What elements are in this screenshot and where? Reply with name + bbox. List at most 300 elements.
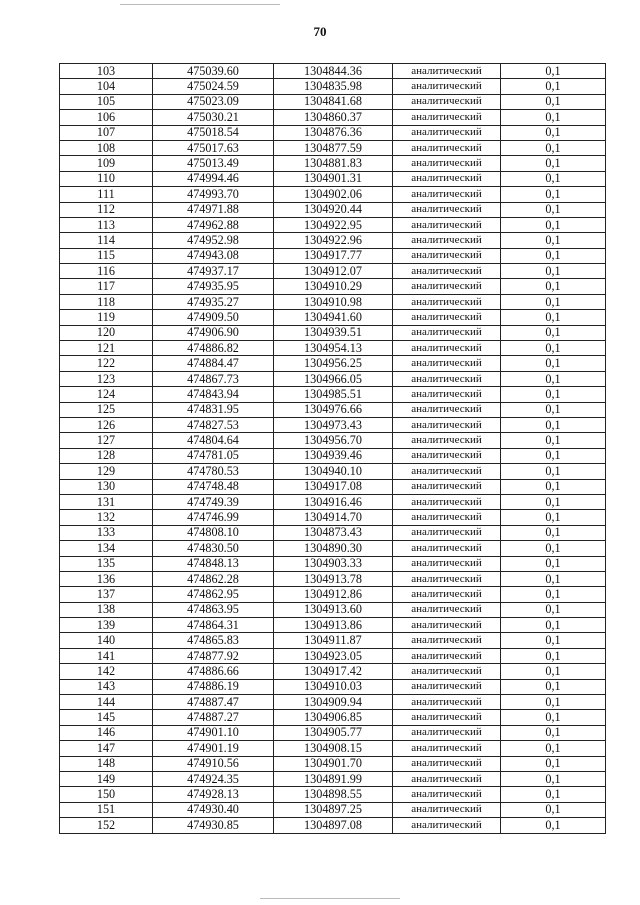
method-cell: аналитический	[393, 264, 501, 279]
accuracy-cell: 0,1	[501, 310, 606, 325]
point-number-cell: 118	[60, 294, 153, 309]
table-row	[60, 525, 606, 540]
x-coordinate-cell: 474924.35	[153, 771, 274, 786]
point-number-cell: 105	[60, 94, 153, 109]
coordinates-table-body	[60, 64, 606, 834]
x-coordinate-cell: 474749.39	[153, 494, 274, 509]
y-coordinate-cell: 1304917.42	[274, 664, 393, 679]
x-coordinate-cell: 474827.53	[153, 417, 274, 432]
point-number-cell: 138	[60, 602, 153, 617]
accuracy-cell: 0,1	[501, 110, 606, 125]
y-coordinate-cell: 1304910.98	[274, 294, 393, 309]
accuracy-cell: 0,1	[501, 633, 606, 648]
y-coordinate-cell: 1304835.98	[274, 79, 393, 94]
table-row	[60, 294, 606, 309]
y-coordinate-cell: 1304985.51	[274, 387, 393, 402]
table-row	[60, 325, 606, 340]
accuracy-cell: 0,1	[501, 679, 606, 694]
table-row	[60, 387, 606, 402]
x-coordinate-cell: 474886.19	[153, 679, 274, 694]
method-cell: аналитический	[393, 402, 501, 417]
table-row	[60, 587, 606, 602]
method-cell: аналитический	[393, 325, 501, 340]
table-row	[60, 510, 606, 525]
table-row	[60, 479, 606, 494]
y-coordinate-cell: 1304908.15	[274, 741, 393, 756]
table-row	[60, 571, 606, 586]
accuracy-cell: 0,1	[501, 248, 606, 263]
accuracy-cell: 0,1	[501, 417, 606, 432]
x-coordinate-cell: 474804.64	[153, 433, 274, 448]
accuracy-cell: 0,1	[501, 64, 606, 79]
point-number-cell: 130	[60, 479, 153, 494]
table-row	[60, 356, 606, 371]
point-number-cell: 112	[60, 202, 153, 217]
point-number-cell: 124	[60, 387, 153, 402]
accuracy-cell: 0,1	[501, 479, 606, 494]
x-coordinate-cell: 474746.99	[153, 510, 274, 525]
x-coordinate-cell: 474748.48	[153, 479, 274, 494]
x-coordinate-cell: 474886.82	[153, 341, 274, 356]
x-coordinate-cell: 474865.83	[153, 633, 274, 648]
method-cell: аналитический	[393, 587, 501, 602]
x-coordinate-cell: 474877.92	[153, 648, 274, 663]
y-coordinate-cell: 1304903.33	[274, 556, 393, 571]
method-cell: аналитический	[393, 341, 501, 356]
point-number-cell: 141	[60, 648, 153, 663]
method-cell: аналитический	[393, 433, 501, 448]
table-row	[60, 110, 606, 125]
table-row	[60, 710, 606, 725]
y-coordinate-cell: 1304901.31	[274, 171, 393, 186]
method-cell: аналитический	[393, 464, 501, 479]
point-number-cell: 126	[60, 417, 153, 432]
x-coordinate-cell: 474808.10	[153, 525, 274, 540]
accuracy-cell: 0,1	[501, 279, 606, 294]
y-coordinate-cell: 1304844.36	[274, 64, 393, 79]
point-number-cell: 149	[60, 771, 153, 786]
table-row	[60, 217, 606, 232]
method-cell: аналитический	[393, 417, 501, 432]
table-row	[60, 725, 606, 740]
method-cell: аналитический	[393, 571, 501, 586]
point-number-cell: 150	[60, 787, 153, 802]
x-coordinate-cell: 474935.27	[153, 294, 274, 309]
table-row	[60, 417, 606, 432]
table-row	[60, 464, 606, 479]
accuracy-cell: 0,1	[501, 264, 606, 279]
method-cell: аналитический	[393, 756, 501, 771]
point-number-cell: 132	[60, 510, 153, 525]
accuracy-cell: 0,1	[501, 525, 606, 540]
x-coordinate-cell: 474971.88	[153, 202, 274, 217]
accuracy-cell: 0,1	[501, 433, 606, 448]
x-coordinate-cell: 474781.05	[153, 448, 274, 463]
x-coordinate-cell: 475039.60	[153, 64, 274, 79]
accuracy-cell: 0,1	[501, 464, 606, 479]
method-cell: аналитический	[393, 310, 501, 325]
x-coordinate-cell: 474863.95	[153, 602, 274, 617]
accuracy-cell: 0,1	[501, 602, 606, 617]
x-coordinate-cell: 474901.19	[153, 741, 274, 756]
method-cell: аналитический	[393, 787, 501, 802]
y-coordinate-cell: 1304922.95	[274, 217, 393, 232]
x-coordinate-cell: 474935.95	[153, 279, 274, 294]
table-row	[60, 187, 606, 202]
accuracy-cell: 0,1	[501, 356, 606, 371]
method-cell: аналитический	[393, 541, 501, 556]
accuracy-cell: 0,1	[501, 710, 606, 725]
accuracy-cell: 0,1	[501, 741, 606, 756]
point-number-cell: 111	[60, 187, 153, 202]
y-coordinate-cell: 1304966.05	[274, 371, 393, 386]
table-row	[60, 64, 606, 79]
point-number-cell: 128	[60, 448, 153, 463]
accuracy-cell: 0,1	[501, 802, 606, 817]
table-row	[60, 310, 606, 325]
table-row	[60, 541, 606, 556]
point-number-cell: 127	[60, 433, 153, 448]
y-coordinate-cell: 1304973.43	[274, 417, 393, 432]
method-cell: аналитический	[393, 110, 501, 125]
bottom-scan-rule	[260, 898, 400, 899]
method-cell: аналитический	[393, 371, 501, 386]
method-cell: аналитический	[393, 525, 501, 540]
y-coordinate-cell: 1304905.77	[274, 725, 393, 740]
x-coordinate-cell: 474830.50	[153, 541, 274, 556]
y-coordinate-cell: 1304940.10	[274, 464, 393, 479]
point-number-cell: 117	[60, 279, 153, 294]
table-row	[60, 787, 606, 802]
y-coordinate-cell: 1304877.59	[274, 140, 393, 155]
accuracy-cell: 0,1	[501, 771, 606, 786]
method-cell: аналитический	[393, 202, 501, 217]
x-coordinate-cell: 475018.54	[153, 125, 274, 140]
x-coordinate-cell: 474928.13	[153, 787, 274, 802]
point-number-cell: 107	[60, 125, 153, 140]
table-row	[60, 756, 606, 771]
accuracy-cell: 0,1	[501, 217, 606, 232]
method-cell: аналитический	[393, 664, 501, 679]
accuracy-cell: 0,1	[501, 695, 606, 710]
point-number-cell: 140	[60, 633, 153, 648]
accuracy-cell: 0,1	[501, 571, 606, 586]
table-row	[60, 371, 606, 386]
x-coordinate-cell: 474886.66	[153, 664, 274, 679]
y-coordinate-cell: 1304910.29	[274, 279, 393, 294]
table-row	[60, 279, 606, 294]
accuracy-cell: 0,1	[501, 187, 606, 202]
x-coordinate-cell: 474952.98	[153, 233, 274, 248]
point-number-cell: 119	[60, 310, 153, 325]
method-cell: аналитический	[393, 140, 501, 155]
method-cell: аналитический	[393, 448, 501, 463]
y-coordinate-cell: 1304902.06	[274, 187, 393, 202]
x-coordinate-cell: 474937.17	[153, 264, 274, 279]
method-cell: аналитический	[393, 602, 501, 617]
point-number-cell: 135	[60, 556, 153, 571]
method-cell: аналитический	[393, 802, 501, 817]
table-row	[60, 156, 606, 171]
accuracy-cell: 0,1	[501, 618, 606, 633]
y-coordinate-cell: 1304913.60	[274, 602, 393, 617]
point-number-cell: 121	[60, 341, 153, 356]
point-number-cell: 136	[60, 571, 153, 586]
point-number-cell: 125	[60, 402, 153, 417]
y-coordinate-cell: 1304897.25	[274, 802, 393, 817]
table-row	[60, 171, 606, 186]
table-row	[60, 664, 606, 679]
table-row	[60, 125, 606, 140]
table-row	[60, 402, 606, 417]
method-cell: аналитический	[393, 187, 501, 202]
method-cell: аналитический	[393, 494, 501, 509]
accuracy-cell: 0,1	[501, 79, 606, 94]
y-coordinate-cell: 1304912.86	[274, 587, 393, 602]
x-coordinate-cell: 474906.90	[153, 325, 274, 340]
point-number-cell: 145	[60, 710, 153, 725]
point-number-cell: 148	[60, 756, 153, 771]
accuracy-cell: 0,1	[501, 341, 606, 356]
method-cell: аналитический	[393, 294, 501, 309]
x-coordinate-cell: 474930.85	[153, 818, 274, 833]
y-coordinate-cell: 1304876.36	[274, 125, 393, 140]
point-number-cell: 152	[60, 818, 153, 833]
x-coordinate-cell: 475030.21	[153, 110, 274, 125]
point-number-cell: 116	[60, 264, 153, 279]
table-row	[60, 741, 606, 756]
point-number-cell: 115	[60, 248, 153, 263]
x-coordinate-cell: 475017.63	[153, 140, 274, 155]
y-coordinate-cell: 1304922.96	[274, 233, 393, 248]
accuracy-cell: 0,1	[501, 787, 606, 802]
x-coordinate-cell: 474862.95	[153, 587, 274, 602]
point-number-cell: 142	[60, 664, 153, 679]
y-coordinate-cell: 1304917.77	[274, 248, 393, 263]
x-coordinate-cell: 474901.10	[153, 725, 274, 740]
method-cell: аналитический	[393, 217, 501, 232]
accuracy-cell: 0,1	[501, 648, 606, 663]
point-number-cell: 144	[60, 695, 153, 710]
accuracy-cell: 0,1	[501, 556, 606, 571]
method-cell: аналитический	[393, 279, 501, 294]
x-coordinate-cell: 475013.49	[153, 156, 274, 171]
x-coordinate-cell: 474930.40	[153, 802, 274, 817]
point-number-cell: 114	[60, 233, 153, 248]
x-coordinate-cell: 475024.59	[153, 79, 274, 94]
accuracy-cell: 0,1	[501, 156, 606, 171]
page-number: 70	[313, 24, 327, 39]
table-row	[60, 802, 606, 817]
method-cell: аналитический	[393, 633, 501, 648]
point-number-cell: 133	[60, 525, 153, 540]
table-row	[60, 771, 606, 786]
method-cell: аналитический	[393, 79, 501, 94]
accuracy-cell: 0,1	[501, 202, 606, 217]
table-row	[60, 202, 606, 217]
y-coordinate-cell: 1304912.07	[274, 264, 393, 279]
y-coordinate-cell: 1304873.43	[274, 525, 393, 540]
point-number-cell: 143	[60, 679, 153, 694]
x-coordinate-cell: 474831.95	[153, 402, 274, 417]
method-cell: аналитический	[393, 741, 501, 756]
method-cell: аналитический	[393, 725, 501, 740]
y-coordinate-cell: 1304898.55	[274, 787, 393, 802]
accuracy-cell: 0,1	[501, 94, 606, 109]
accuracy-cell: 0,1	[501, 140, 606, 155]
point-number-cell: 122	[60, 356, 153, 371]
accuracy-cell: 0,1	[501, 725, 606, 740]
method-cell: аналитический	[393, 248, 501, 263]
method-cell: аналитический	[393, 94, 501, 109]
method-cell: аналитический	[393, 233, 501, 248]
y-coordinate-cell: 1304909.94	[274, 695, 393, 710]
accuracy-cell: 0,1	[501, 294, 606, 309]
table-row	[60, 264, 606, 279]
point-number-cell: 108	[60, 140, 153, 155]
x-coordinate-cell: 474780.53	[153, 464, 274, 479]
table-row	[60, 695, 606, 710]
y-coordinate-cell: 1304911.87	[274, 633, 393, 648]
method-cell: аналитический	[393, 171, 501, 186]
point-number-cell: 109	[60, 156, 153, 171]
point-number-cell: 104	[60, 79, 153, 94]
accuracy-cell: 0,1	[501, 325, 606, 340]
y-coordinate-cell: 1304920.44	[274, 202, 393, 217]
accuracy-cell: 0,1	[501, 387, 606, 402]
x-coordinate-cell: 474848.13	[153, 556, 274, 571]
table-row	[60, 494, 606, 509]
y-coordinate-cell: 1304914.70	[274, 510, 393, 525]
method-cell: аналитический	[393, 710, 501, 725]
method-cell: аналитический	[393, 125, 501, 140]
y-coordinate-cell: 1304841.68	[274, 94, 393, 109]
method-cell: аналитический	[393, 387, 501, 402]
y-coordinate-cell: 1304954.13	[274, 341, 393, 356]
method-cell: аналитический	[393, 695, 501, 710]
point-number-cell: 137	[60, 587, 153, 602]
y-coordinate-cell: 1304956.70	[274, 433, 393, 448]
y-coordinate-cell: 1304923.05	[274, 648, 393, 663]
table-row	[60, 79, 606, 94]
point-number-cell: 110	[60, 171, 153, 186]
x-coordinate-cell: 474962.88	[153, 217, 274, 232]
accuracy-cell: 0,1	[501, 233, 606, 248]
x-coordinate-cell: 474843.94	[153, 387, 274, 402]
point-number-cell: 129	[60, 464, 153, 479]
x-coordinate-cell: 474994.46	[153, 171, 274, 186]
y-coordinate-cell: 1304913.78	[274, 571, 393, 586]
accuracy-cell: 0,1	[501, 587, 606, 602]
x-coordinate-cell: 474993.70	[153, 187, 274, 202]
accuracy-cell: 0,1	[501, 125, 606, 140]
point-number-cell: 151	[60, 802, 153, 817]
y-coordinate-cell: 1304916.46	[274, 494, 393, 509]
point-number-cell: 131	[60, 494, 153, 509]
x-coordinate-cell: 474943.08	[153, 248, 274, 263]
x-coordinate-cell: 474884.47	[153, 356, 274, 371]
y-coordinate-cell: 1304976.66	[274, 402, 393, 417]
method-cell: аналитический	[393, 771, 501, 786]
x-coordinate-cell: 474910.56	[153, 756, 274, 771]
table-row	[60, 233, 606, 248]
y-coordinate-cell: 1304897.08	[274, 818, 393, 833]
table-row	[60, 818, 606, 833]
x-coordinate-cell: 474867.73	[153, 371, 274, 386]
method-cell: аналитический	[393, 510, 501, 525]
table-row	[60, 94, 606, 109]
y-coordinate-cell: 1304881.83	[274, 156, 393, 171]
point-number-cell: 120	[60, 325, 153, 340]
y-coordinate-cell: 1304913.86	[274, 618, 393, 633]
table-row	[60, 248, 606, 263]
accuracy-cell: 0,1	[501, 818, 606, 833]
point-number-cell: 147	[60, 741, 153, 756]
point-number-cell: 106	[60, 110, 153, 125]
method-cell: аналитический	[393, 156, 501, 171]
point-number-cell: 139	[60, 618, 153, 633]
y-coordinate-cell: 1304860.37	[274, 110, 393, 125]
accuracy-cell: 0,1	[501, 510, 606, 525]
accuracy-cell: 0,1	[501, 371, 606, 386]
y-coordinate-cell: 1304917.08	[274, 479, 393, 494]
y-coordinate-cell: 1304956.25	[274, 356, 393, 371]
point-number-cell: 123	[60, 371, 153, 386]
point-number-cell: 146	[60, 725, 153, 740]
table-row	[60, 433, 606, 448]
method-cell: аналитический	[393, 356, 501, 371]
method-cell: аналитический	[393, 648, 501, 663]
y-coordinate-cell: 1304901.70	[274, 756, 393, 771]
table-row	[60, 602, 606, 617]
point-number-cell: 134	[60, 541, 153, 556]
y-coordinate-cell: 1304891.99	[274, 771, 393, 786]
table-row	[60, 556, 606, 571]
y-coordinate-cell: 1304906.85	[274, 710, 393, 725]
y-coordinate-cell: 1304939.46	[274, 448, 393, 463]
x-coordinate-cell: 475023.09	[153, 94, 274, 109]
y-coordinate-cell: 1304939.51	[274, 325, 393, 340]
accuracy-cell: 0,1	[501, 541, 606, 556]
method-cell: аналитический	[393, 818, 501, 833]
accuracy-cell: 0,1	[501, 171, 606, 186]
method-cell: аналитический	[393, 64, 501, 79]
y-coordinate-cell: 1304890.30	[274, 541, 393, 556]
accuracy-cell: 0,1	[501, 494, 606, 509]
point-number-cell: 103	[60, 64, 153, 79]
table-row	[60, 341, 606, 356]
x-coordinate-cell: 474864.31	[153, 618, 274, 633]
table-row	[60, 633, 606, 648]
x-coordinate-cell: 474909.50	[153, 310, 274, 325]
accuracy-cell: 0,1	[501, 402, 606, 417]
method-cell: аналитический	[393, 679, 501, 694]
top-scan-rule	[120, 4, 280, 5]
coordinates-table	[59, 63, 606, 834]
accuracy-cell: 0,1	[501, 756, 606, 771]
accuracy-cell: 0,1	[501, 448, 606, 463]
table-row	[60, 140, 606, 155]
table-row	[60, 648, 606, 663]
accuracy-cell: 0,1	[501, 664, 606, 679]
point-number-cell: 113	[60, 217, 153, 232]
table-row	[60, 618, 606, 633]
x-coordinate-cell: 474887.47	[153, 695, 274, 710]
x-coordinate-cell: 474862.28	[153, 571, 274, 586]
x-coordinate-cell: 474887.27	[153, 710, 274, 725]
table-row	[60, 679, 606, 694]
method-cell: аналитический	[393, 618, 501, 633]
